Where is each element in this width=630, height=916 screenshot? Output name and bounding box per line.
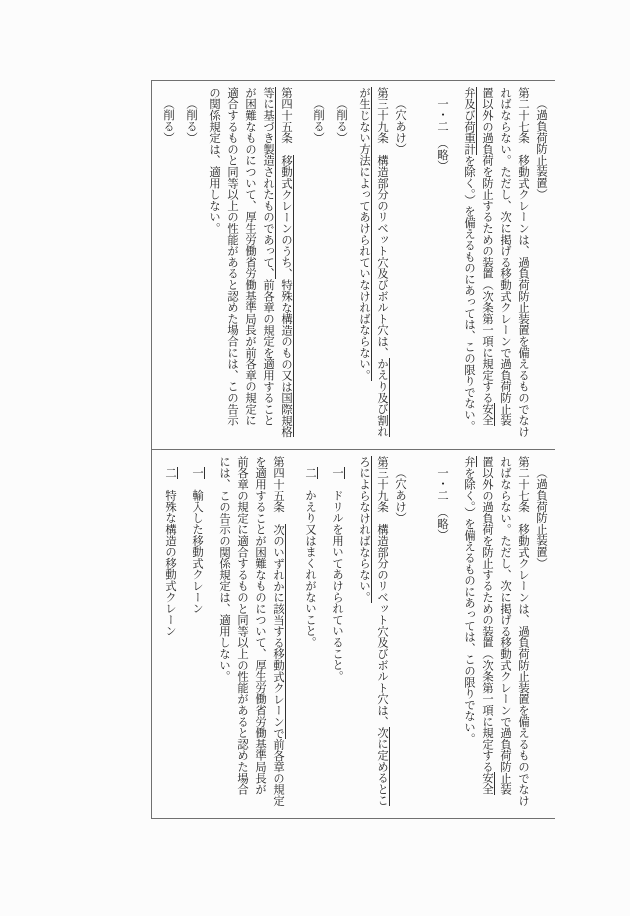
text-run: 第二十七条 移動式クレーンは、過負荷防止装置を備えるものでなけ xyxy=(517,87,530,438)
text-line xyxy=(182,87,200,443)
revision-underline: 安全 xyxy=(481,772,494,796)
text-line xyxy=(215,456,233,812)
revision-underline: が生じない方法によってあけられていなければならない。 xyxy=(358,87,371,381)
revision-underline: 安全 xyxy=(481,403,494,427)
revision-underline: 一 xyxy=(191,467,204,479)
text-run: かえり又はまくれがないこと。 xyxy=(304,478,317,649)
text-line xyxy=(301,456,319,812)
text-run: 前各章の規定に適合するものと同等以上の性能があると認めた場合 xyxy=(236,456,249,795)
text-run: ればならない。ただし、次に掲げる移動式クレーンで過負荷防止装 xyxy=(499,87,512,426)
revision-underline: 二 xyxy=(164,467,177,479)
text-line xyxy=(514,456,532,812)
text-run: を除く。）を備えるものにあっては、この限りでない。 xyxy=(463,467,476,745)
text-run: （削る） xyxy=(335,98,348,144)
text-line xyxy=(259,87,277,443)
text-run: 第四十五条 xyxy=(272,456,285,524)
text-line xyxy=(532,87,550,443)
text-run: ドリルを用いてあけられていること。 xyxy=(331,478,344,683)
text-line xyxy=(514,87,532,443)
text-line xyxy=(233,456,251,812)
text-line xyxy=(188,456,206,812)
text-line xyxy=(478,456,496,812)
text-run: 特殊な構造の移動式クレーン xyxy=(164,478,177,637)
text-run: （削る） xyxy=(185,98,198,144)
text-line xyxy=(496,87,514,443)
text-line xyxy=(460,456,478,812)
text-line xyxy=(159,87,177,443)
text-line xyxy=(328,456,346,812)
text-run: 一・二 （略） xyxy=(436,467,449,541)
text-run: （削る） xyxy=(312,98,325,144)
text-line xyxy=(433,456,451,812)
revision-underline: 次のいずれかに該当する移動式クレーンで xyxy=(272,523,285,739)
text-line xyxy=(433,87,451,443)
text-line xyxy=(532,456,550,812)
text-line xyxy=(373,87,391,443)
text-run: （穴あけ） xyxy=(394,98,407,155)
text-run: を除く。）を備えるものにあっては、この限りでない。 xyxy=(463,154,476,432)
text-run: ればならない。ただし、次に掲げる移動式クレーンで過負荷防止装 xyxy=(499,456,512,795)
text-run: 置以外の過負荷を防止するための装置（次条第一項に規定する xyxy=(481,87,494,404)
text-line xyxy=(269,456,287,812)
text-run: が困難なものについて、厚生労働省労働基準局長が前各章の規定に xyxy=(244,87,257,426)
text-line xyxy=(241,87,259,443)
text-run: 第三十九条 構造部分のリベット穴及びボルト穴は、 xyxy=(376,456,389,728)
text-line xyxy=(373,456,391,812)
text-run: （削る） xyxy=(162,98,175,144)
text-line xyxy=(496,456,514,812)
text-run: 第二十七条 移動式クレーンは、過負荷防止装置を備えるものでなけ xyxy=(517,456,530,807)
revision-underline: 弁 xyxy=(463,456,476,468)
revision-underline: 弁及び荷重計 xyxy=(463,87,476,155)
text-run: 一・二 （略） xyxy=(436,98,449,172)
revision-underline: ろによらなければならない。 xyxy=(358,456,371,603)
text-line xyxy=(355,456,373,812)
text-line xyxy=(478,87,496,443)
text-run: 置以外の過負荷を防止するための装置（次条第一項に規定する xyxy=(481,456,494,773)
upper-amended-text-cell xyxy=(152,81,555,450)
text-line xyxy=(223,87,241,443)
text-run: には、この告示の関係規定は、適用しない。 xyxy=(218,456,231,682)
text-line xyxy=(355,87,373,443)
text-run: を適用することが困難なものについて、厚生労働省労働基準局長が xyxy=(254,456,267,795)
comparison-table xyxy=(151,80,555,819)
text-line xyxy=(460,87,478,443)
text-run: （過負荷防止装置） xyxy=(535,467,548,569)
revision-underline: 次に定めるとこ xyxy=(376,727,389,807)
revision-underline: 一 xyxy=(331,467,344,479)
text-line xyxy=(277,87,295,443)
text-run: 輸入した移動式クレーン xyxy=(191,478,204,615)
text-line xyxy=(205,87,223,443)
revision-underline: かえり及び割れ xyxy=(376,358,389,438)
text-run: 適合するものと同等以上の性能があると認めた場合には、この告示 xyxy=(226,87,239,426)
text-line xyxy=(251,456,269,812)
revision-underline: 移動式クレーンのうち、特殊な構造のもの又は国際規格 xyxy=(280,154,293,438)
text-run: （穴あけ） xyxy=(394,467,407,524)
revision-underline: 等に基づき製造されたものであって、 xyxy=(262,87,275,280)
text-line xyxy=(391,456,409,812)
text-run: 前各章の規定を適用すること xyxy=(262,279,275,427)
text-run: の関係規定は、適用しない。 xyxy=(208,87,221,234)
text-line xyxy=(161,456,179,812)
text-line xyxy=(332,87,350,443)
text-run: 第三十九条 構造部分のリベット穴及びボルト穴は、 xyxy=(376,87,389,359)
text-line xyxy=(391,87,409,443)
text-run: 前各章の規定 xyxy=(272,738,285,807)
text-run: 第四十五条 xyxy=(280,87,293,155)
revision-underline: 二 xyxy=(304,467,317,479)
text-line xyxy=(309,87,327,443)
lower-current-text-cell xyxy=(152,450,555,818)
text-run: （過負荷防止装置） xyxy=(535,98,548,200)
